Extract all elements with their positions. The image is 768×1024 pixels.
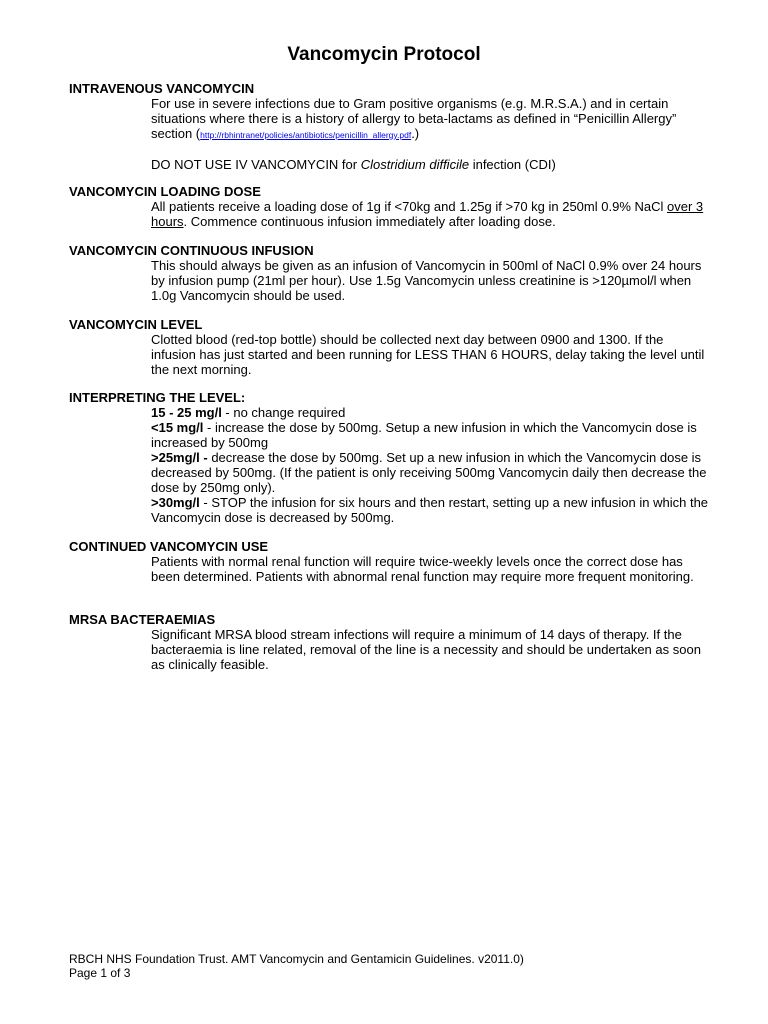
page-title: Vancomycin Protocol — [287, 44, 481, 65]
section-body — [151, 258, 711, 303]
level-range: >25mg/l - — [151, 450, 208, 465]
mrsa-paragraph: Significant MRSA blood stream infections will require a minimum of 14 days of therapy. If the bacteraemia is line related, removal of the line is a necessity and should be undertaken as soon as clinically feasible. — [151, 627, 701, 672]
section-body — [151, 332, 711, 377]
page-footer — [69, 952, 524, 980]
section-intravenous-vancomycin — [69, 81, 709, 172]
loading-dose-text-end: . Commence continuous infusion immediately after loading dose. — [183, 214, 556, 229]
section-heading: INTRAVENOUS VANCOMYCIN — [69, 81, 255, 96]
continued-use-paragraph: Patients with normal renal function will require twice-weekly levels once the correct dose has been determined. Patients with abnormal renal function may require more frequent monitoring. — [151, 554, 694, 584]
section-continuous-infusion — [69, 243, 709, 303]
section-continued-use — [69, 539, 709, 584]
level-action: - no change required — [221, 405, 346, 420]
level-action: decrease the dose by 500mg. Set up a new infusion in which the Vancomycin dose is decreased by 500mg. (If the patient is only receiving 500mg Vancomycin daily then decrease the dose by 250mg only). — [151, 450, 707, 495]
loading-dose-text: All patients receive a loading dose of 1g if <70kg and 1.25g if >70 kg in 250ml 0.9% NaCl — [151, 199, 667, 214]
section-heading: VANCOMYCIN LEVEL — [69, 317, 203, 332]
level-range: >30mg/l — [151, 495, 200, 510]
section-body — [151, 96, 711, 172]
level-rule-item — [151, 495, 711, 525]
section-heading: VANCOMYCIN LOADING DOSE — [69, 184, 261, 199]
section-body — [151, 554, 711, 584]
section-mrsa-bacteraemias — [69, 612, 709, 672]
iv-indication-text-end: .) — [411, 126, 420, 141]
section-loading-dose — [69, 184, 709, 229]
level-action: - STOP the infusion for six hours and then restart, setting up a new infusion in which the Vancomycin dose is decreased by 500mg. — [151, 495, 709, 525]
page-number: Page 1 of 3 — [69, 966, 131, 980]
section-vancomycin-level — [69, 317, 709, 377]
iv-indication-paragraph — [151, 96, 711, 143]
level-rule-item — [151, 420, 711, 450]
organism-name: Clostridium difficile — [360, 157, 470, 172]
section-body — [151, 627, 711, 672]
section-heading: CONTINUED VANCOMYCIN USE — [69, 539, 269, 554]
section-heading: INTERPRETING THE LEVEL: — [69, 390, 246, 405]
iv-warning-text: DO NOT USE IV VANCOMYCIN for — [151, 157, 361, 172]
section-interpreting-level — [69, 390, 709, 525]
loading-dose-paragraph — [151, 199, 711, 229]
level-rule-item — [151, 450, 711, 495]
footer-source: RBCH NHS Foundation Trust. AMT Vancomycin and Gentamicin Guidelines. v2011.0) — [69, 952, 524, 966]
section-heading: VANCOMYCIN CONTINUOUS INFUSION — [69, 243, 314, 258]
level-rule-item — [151, 405, 711, 420]
vancomycin-level-paragraph: Clotted blood (red-top bottle) should be collected next day between 0900 and 1300. If the infusion has just started and been running for LESS THAN 6 HOURS, delay taking the level until the next morning. — [151, 332, 705, 377]
section-heading: MRSA BACTERAEMIAS — [69, 612, 216, 627]
iv-warning-paragraph — [151, 157, 711, 172]
section-body — [151, 199, 711, 229]
level-action: - increase the dose by 500mg. Setup a new infusion in which the Vancomycin dose is increased by 500mg — [151, 420, 697, 450]
level-range: 15 - 25 mg/l — [151, 405, 222, 420]
continuous-infusion-paragraph: This should always be given as an infusion of Vancomycin in 500ml of NaCl 0.9% over 24 hours by infusion pump (21ml per hour). Use 1.5g Vancomycin unless creatinine is >120µmol/l when 1.0g Vancomycin should be used. — [151, 258, 702, 303]
iv-warning-text-end: infection (CDI) — [469, 157, 556, 172]
iv-indication-text: For use in severe infections due to Gram positive organisms (e.g. M.R.S.A.) and in certain situations where there is a history of allergy to beta-lactams as defined in “Penicillin Allergy” section ( — [151, 96, 677, 141]
level-range: <15 mg/l — [151, 420, 204, 435]
duration-emphasis: over 3 hours — [151, 199, 704, 229]
penicillin-allergy-link[interactable]: http://rbhintranet/policies/antibiotics/penicillin_allergy.pdf — [200, 130, 412, 140]
section-body — [151, 405, 711, 525]
